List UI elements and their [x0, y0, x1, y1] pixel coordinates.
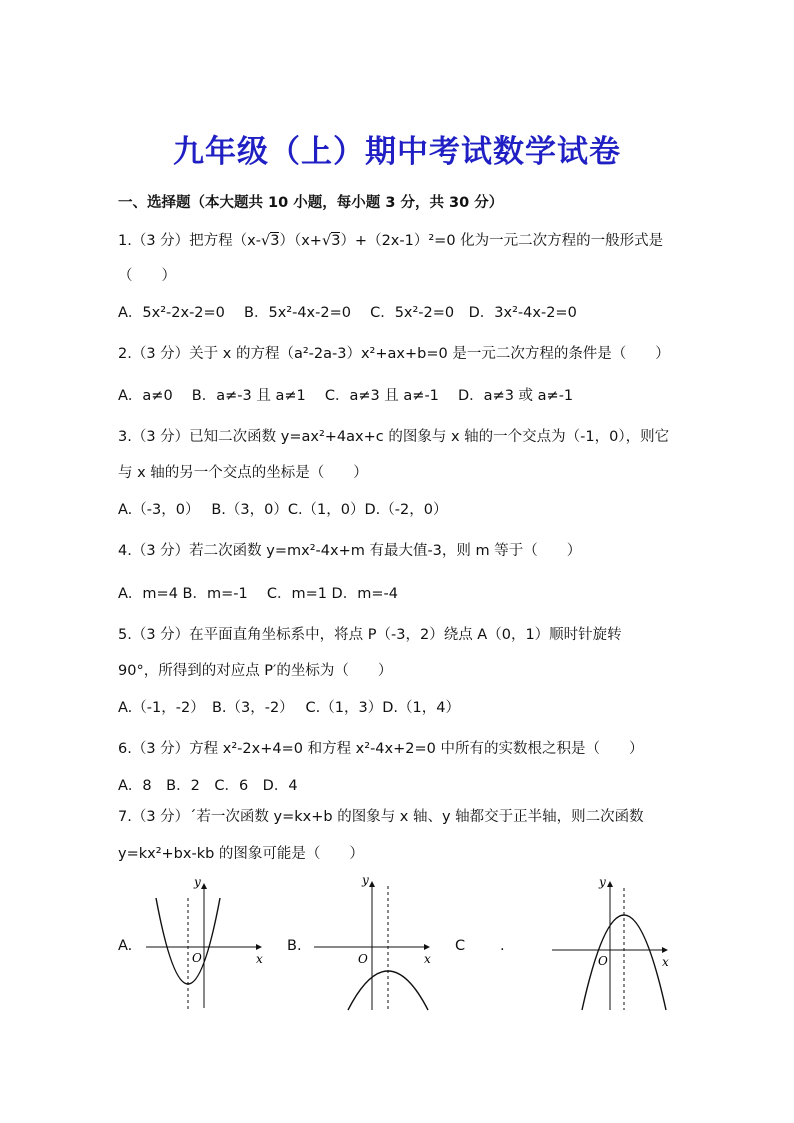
question-5-line-2: 90°，所得到的对应点 P′的坐标为（ ） — [118, 663, 393, 679]
question-3-options: A.（-3，0） B.（3，0）C.（1，0）D.（-2，0） — [118, 502, 448, 518]
q1-text-a: 1.（3 分）把方程（x- — [118, 233, 261, 249]
option-b-label: B. — [287, 938, 302, 954]
page-title: 九年级（上）期中考试数学试卷 — [173, 134, 621, 170]
origin-label: O — [598, 954, 608, 968]
q1-sqrt-2: 3 — [331, 233, 341, 249]
x-axis-arrow — [424, 944, 430, 950]
question-1-line-1 — [118, 232, 663, 250]
question-3-line-1: 3.（3 分）已知二次函数 y=ax²+4ax+c 的图象与 x 轴的一个交点为（-1，0），则它 — [118, 429, 670, 445]
x-axis-arrow — [256, 944, 262, 950]
origin-label: O — [192, 951, 202, 965]
question-2-options: A．a≠0 B．a≠-3 且 a≠1 C．a≠3 且 a≠-1 D．a≠3 或 a≠-1 — [118, 388, 574, 404]
question-1-line-2: （ ） — [118, 268, 176, 284]
q1-text-b: ）（x+ — [279, 233, 322, 249]
question-4-line-1: 4.（3 分）若二次函数 y=mx²-4x+m 有最大值-3，则 m 等于（ ） — [118, 543, 582, 559]
y-axis-arrow — [201, 883, 207, 889]
question-1-options: A．5x²-2x-2=0 B．5x²-4x-2=0 C．5x²-2=0 D．3x²-4x-2=0 — [118, 305, 577, 321]
question-7-line-2: y=kx²+bx-kb 的图象可能是（ ） — [118, 846, 364, 862]
q1-sqrt-1: 3 — [270, 233, 280, 249]
y-axis-label: y — [362, 873, 369, 887]
sqrt-sign: √ — [260, 233, 271, 249]
section-heading: 一、选择题（本大题共 10 小题，每小题 3 分，共 30 分） — [118, 195, 504, 211]
option-c-label: C — [455, 938, 466, 954]
graph-option-c — [548, 870, 674, 1015]
x-axis-label: x — [662, 955, 669, 969]
graph-option-b — [310, 870, 436, 1015]
question-7-line-1: 7.（3 分）ˊ若一次函数 y=kx+b 的图象与 x 轴、y 轴都交于正半轴，则二次函数 — [118, 809, 644, 825]
x-axis-label: x — [256, 952, 263, 966]
question-2-line-1: 2.（3 分）关于 x 的方程（a²-2a-3）x²+ax+b=0 是一元二次方程的条件是（ ） — [118, 346, 670, 362]
option-a-label: A. — [118, 938, 133, 954]
question-3-line-2: 与 x 轴的另一个交点的坐标是（ ） — [118, 465, 368, 481]
question-6-options: A．8 B．2 C．6 D．4 — [118, 778, 298, 794]
y-axis-arrow — [607, 881, 613, 887]
graph-option-a — [142, 870, 268, 1015]
origin-label: O — [358, 952, 368, 966]
q1-text-c: ）+（2x-1）²=0 化为一元二次方程的一般形式是 — [340, 233, 664, 249]
question-6-line-1: 6.（3 分）方程 x²-2x+4=0 和方程 x²-4x+2=0 中所有的实数根之积是（ ） — [118, 741, 644, 757]
option-c-dot: . — [500, 938, 505, 954]
y-axis-arrow — [369, 881, 375, 887]
y-axis-label: y — [194, 875, 201, 889]
question-5-line-1: 5.（3 分）在平面直角坐标系中，将点 P（-3，2）绕点 A（0，1）顺时针旋转 — [118, 627, 622, 643]
x-axis-label: x — [424, 952, 431, 966]
sqrt-sign: √ — [321, 233, 332, 249]
x-axis-arrow — [662, 947, 668, 953]
question-4-options: A．m=4 B．m=-1 C．m=1 D．m=-4 — [118, 586, 398, 602]
question-5-options: A.（-1，-2） B.（3，-2） C.（1，3）D.（1，4） — [118, 700, 460, 716]
y-axis-label: y — [599, 875, 606, 889]
